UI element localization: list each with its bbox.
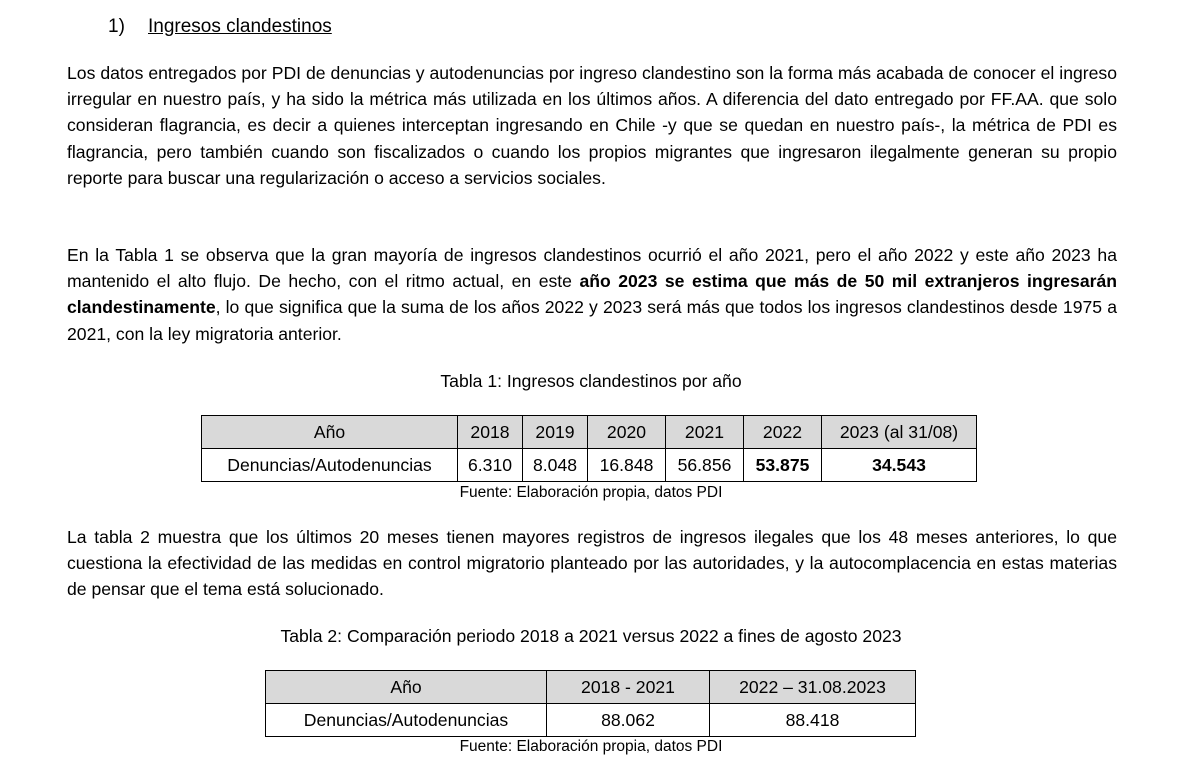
- table-row: [202, 449, 977, 482]
- table-1-value-cell: 56.856: [666, 449, 744, 482]
- table-1-row-label: Denuncias/Autodenuncias: [202, 449, 458, 482]
- paragraph-2-text-before: En la Tabla 1 se observa que la gran mayoría de ingresos clandestinos ocurrió el año 2021, pero el año 2022 y este año 2023 ha mantenido el alto flujo. De hecho, con el ritmo actual, en este: [67, 245, 1117, 292]
- table-1-header-cell: 2020: [588, 416, 666, 449]
- table-2-caption: Tabla 2: Comparación periodo 2018 a 2021 versus 2022 a fines de agosto 2023: [280, 626, 902, 646]
- table-1-value-cell: 16.848: [588, 449, 666, 482]
- section-number: 1): [108, 16, 125, 37]
- paragraph-2: [67, 242, 1117, 347]
- section-title: Ingresos clandestinos: [148, 16, 332, 37]
- section-heading: [108, 14, 332, 40]
- paragraph-1: Los datos entregados por PDI de denuncias y autodenuncias por ingreso clandestino son la forma más acabada de conocer el ingreso irregular en nuestro país, y ha sido la métrica más utilizada en los últimos años. A diferencia del dato entregado por FF.AA. que solo consideran flagrancia, es decir a quienes interceptan ingresando en Chile -y que se quedan en nuestro país-, la métrica de PDI es flagrancia, pero también cuando son fiscalizados o cuando los propios migrantes que ingresaron ilegalmente generan su propio reporte para buscar una regularización o acceso a servicios sociales.: [67, 63, 1117, 188]
- table-1-header-cell: 2021: [666, 416, 744, 449]
- table-1-value-cell: 53.875: [744, 449, 822, 482]
- table-1-header-cell: 2019: [523, 416, 588, 449]
- paragraph-2-text-after: , lo que significa que la suma de los años 2022 y 2023 será más que todos los ingresos clandestinos desde 1975 a 2021, con la ley migratoria anterior.: [67, 297, 1117, 344]
- table-1-header-cell: 2018: [458, 416, 523, 449]
- table-1-source: Fuente: Elaboración propia, datos PDI: [459, 484, 723, 501]
- table-1-value-cell: 34.543: [822, 449, 977, 482]
- table-1-value-cell: 8.048: [523, 449, 588, 482]
- table-1: [201, 415, 977, 482]
- table-1-header-cell: 2022: [744, 416, 822, 449]
- table-2-value-cell: 88.062: [547, 704, 710, 737]
- table-1-value-cell: 6.310: [458, 449, 523, 482]
- table-1-header-cell: Año: [202, 416, 458, 449]
- table-row: [266, 704, 916, 737]
- table-2: [265, 670, 916, 737]
- table-2-row-label: Denuncias/Autodenuncias: [266, 704, 547, 737]
- table-2-header-row: [266, 671, 916, 704]
- table-1-header-row: [202, 416, 977, 449]
- table-2-value-cell: 88.418: [710, 704, 916, 737]
- table-1-caption: Tabla 1: Ingresos clandestinos por año: [440, 371, 742, 391]
- table-2-header-cell: 2022 – 31.08.2023: [710, 671, 916, 704]
- paragraph-2-bold-text: año 2023 se estima que más de 50 mil extranjeros ingresarán clandestinamente: [67, 271, 1117, 318]
- paragraph-3: La tabla 2 muestra que los últimos 20 meses tienen mayores registros de ingresos ilegales que los 48 meses anteriores, lo que cuestiona la efectividad de las medidas en control migratorio planteado por las autoridades, y la autocomplacencia en estas materias de pensar que el tema está solucionado.: [67, 527, 1117, 600]
- table-2-header-cell: 2018 - 2021: [547, 671, 710, 704]
- table-2-header-cell: Año: [266, 671, 547, 704]
- table-2-source: Fuente: Elaboración propia, datos PDI: [459, 738, 723, 755]
- table-1-header-cell: 2023 (al 31/08): [822, 416, 977, 449]
